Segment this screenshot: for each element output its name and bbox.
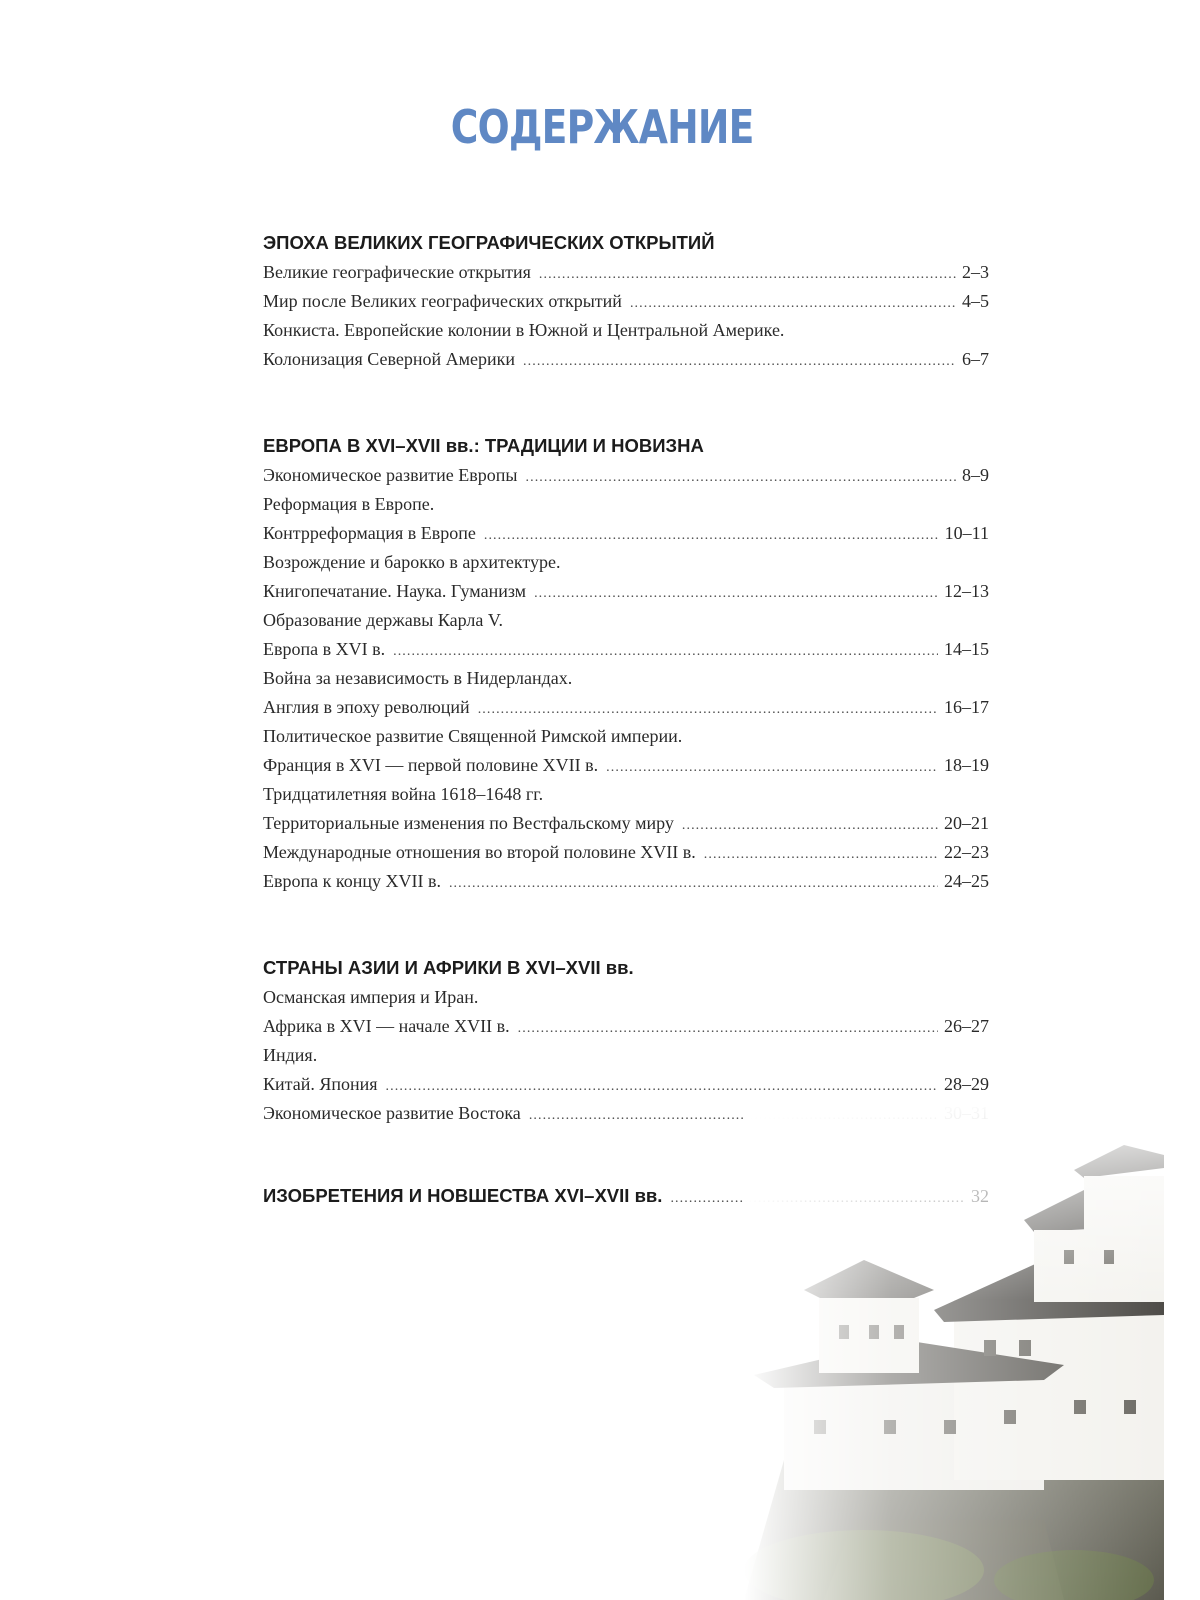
entry-title: Африка в XVI — начале XVII в.: [263, 1016, 510, 1036]
entry-pages: 10–11: [944, 523, 989, 543]
toc-entry[interactable]: [263, 751, 989, 780]
dot-leader: [534, 579, 938, 608]
toc-entry[interactable]: [263, 548, 989, 577]
toc-entry[interactable]: [263, 693, 989, 722]
entry-title: Образование державы Карла V.: [263, 610, 503, 630]
entry-pages: 20–21: [944, 813, 989, 833]
entry-title: Возрождение и барокко в архитектуре.: [263, 552, 561, 572]
toc-entry[interactable]: [263, 838, 989, 867]
entry-pages: 18–19: [944, 755, 989, 775]
entry-pages: 2–3: [962, 262, 989, 282]
entry-title: Политическое развитие Священной Римской империи.: [263, 726, 683, 746]
entry-pages: 28–29: [944, 1074, 989, 1094]
toc-entry[interactable]: [263, 606, 989, 635]
entry-pages: 16–17: [944, 697, 989, 717]
dot-leader: [478, 695, 938, 724]
entry-title: Османская империя и Иран.: [263, 987, 479, 1007]
dot-leader: [682, 811, 938, 840]
toc-section-1: [263, 228, 989, 374]
entry-title: Конкиста. Европейские колонии в Южной и Центральной Америке.: [263, 320, 785, 340]
toc-entry[interactable]: [263, 635, 989, 664]
toc-entry[interactable]: [263, 1070, 989, 1099]
entry-title: Тридцатилетняя война 1618–1648 гг.: [263, 784, 544, 804]
entry-title: Франция в XVI — первой половине XVII в.: [263, 755, 599, 775]
section-heading: ЭПОХА ВЕЛИКИХ ГЕОГРАФИЧЕСКИХ ОТКРЫТИЙ: [263, 232, 715, 253]
page-title: СОДЕРЖАНИЕ: [450, 100, 754, 154]
entry-title: Англия в эпоху революций: [263, 697, 470, 717]
dot-leader: [523, 347, 956, 376]
toc-entry[interactable]: [263, 287, 989, 316]
dot-leader: [630, 289, 956, 318]
toc-entry[interactable]: [263, 664, 989, 693]
dot-leader: [518, 1014, 938, 1043]
entry-title: Война за независимость в Нидерландах.: [263, 668, 573, 688]
entry-pages: 4–5: [962, 291, 989, 311]
toc-entry[interactable]: [263, 258, 989, 287]
toc-entry[interactable]: [263, 461, 989, 490]
entry-title: Европа к концу XVII в.: [263, 871, 441, 891]
toc-entry[interactable]: [263, 519, 989, 548]
dot-leader: [606, 753, 938, 782]
section-heading: ЕВРОПА В XVI–XVII вв.: ТРАДИЦИИ И НОВИЗНА: [263, 435, 704, 456]
toc-entry[interactable]: [263, 809, 989, 838]
entry-title: Международные отношения во второй половине XVII в.: [263, 842, 696, 862]
dot-leader: [449, 869, 938, 898]
toc-entry[interactable]: [263, 490, 989, 519]
dot-leader: [526, 463, 957, 492]
entry-title: Колонизация Северной Америки: [263, 349, 516, 369]
entry-title: Реформация в Европе.: [263, 494, 435, 514]
toc-entry[interactable]: [263, 577, 989, 606]
entry-title: Европа в XVI в.: [263, 639, 386, 659]
toc-entry[interactable]: [263, 345, 989, 374]
entry-pages: 12–13: [944, 581, 989, 601]
entry-title: Территориальные изменения по Вестфальскому миру: [263, 813, 674, 833]
page-margin: [1164, 0, 1200, 1600]
dot-leader: [539, 260, 956, 289]
entry-title: Экономическое развитие Европы: [263, 465, 518, 485]
entry-title: Экономическое развитие Востока: [263, 1103, 521, 1123]
entry-pages: 26–27: [944, 1016, 989, 1036]
entry-title: Индия.: [263, 1045, 318, 1065]
entry-pages: 24–25: [944, 871, 989, 891]
entry-title: Китай. Япония: [263, 1074, 378, 1094]
entry-title: Мир после Великих географических открытий: [263, 291, 622, 311]
entry-title: Великие географические открытия: [263, 262, 531, 282]
toc-entry[interactable]: [263, 780, 989, 809]
entry-pages: 14–15: [944, 639, 989, 659]
entry-pages: 22–23: [944, 842, 989, 862]
dot-leader: [393, 637, 938, 666]
section-heading: ИЗОБРЕТЕНИЯ И НОВШЕСТВА XVI–XVII вв.: [263, 1185, 663, 1206]
entry-pages: 8–9: [962, 465, 989, 485]
toc-entry[interactable]: [263, 722, 989, 751]
section-heading: СТРАНЫ АЗИИ И АФРИКИ В XVI–XVII вв.: [263, 957, 634, 978]
toc-section-2: [263, 431, 989, 896]
entry-title: Контрреформация в Европе: [263, 523, 476, 543]
japanese-castle-image: [744, 1100, 1164, 1600]
dot-leader: [484, 521, 939, 550]
entry-title: Книгопечатание. Наука. Гуманизм: [263, 581, 527, 601]
toc-entry[interactable]: [263, 1041, 989, 1070]
toc-entry[interactable]: [263, 983, 989, 1012]
toc-entry[interactable]: [263, 1012, 989, 1041]
toc-entry[interactable]: [263, 316, 989, 345]
toc-entry[interactable]: [263, 867, 989, 896]
dot-leader: [704, 840, 938, 869]
dot-leader: [386, 1072, 938, 1101]
entry-pages: 6–7: [962, 349, 989, 369]
